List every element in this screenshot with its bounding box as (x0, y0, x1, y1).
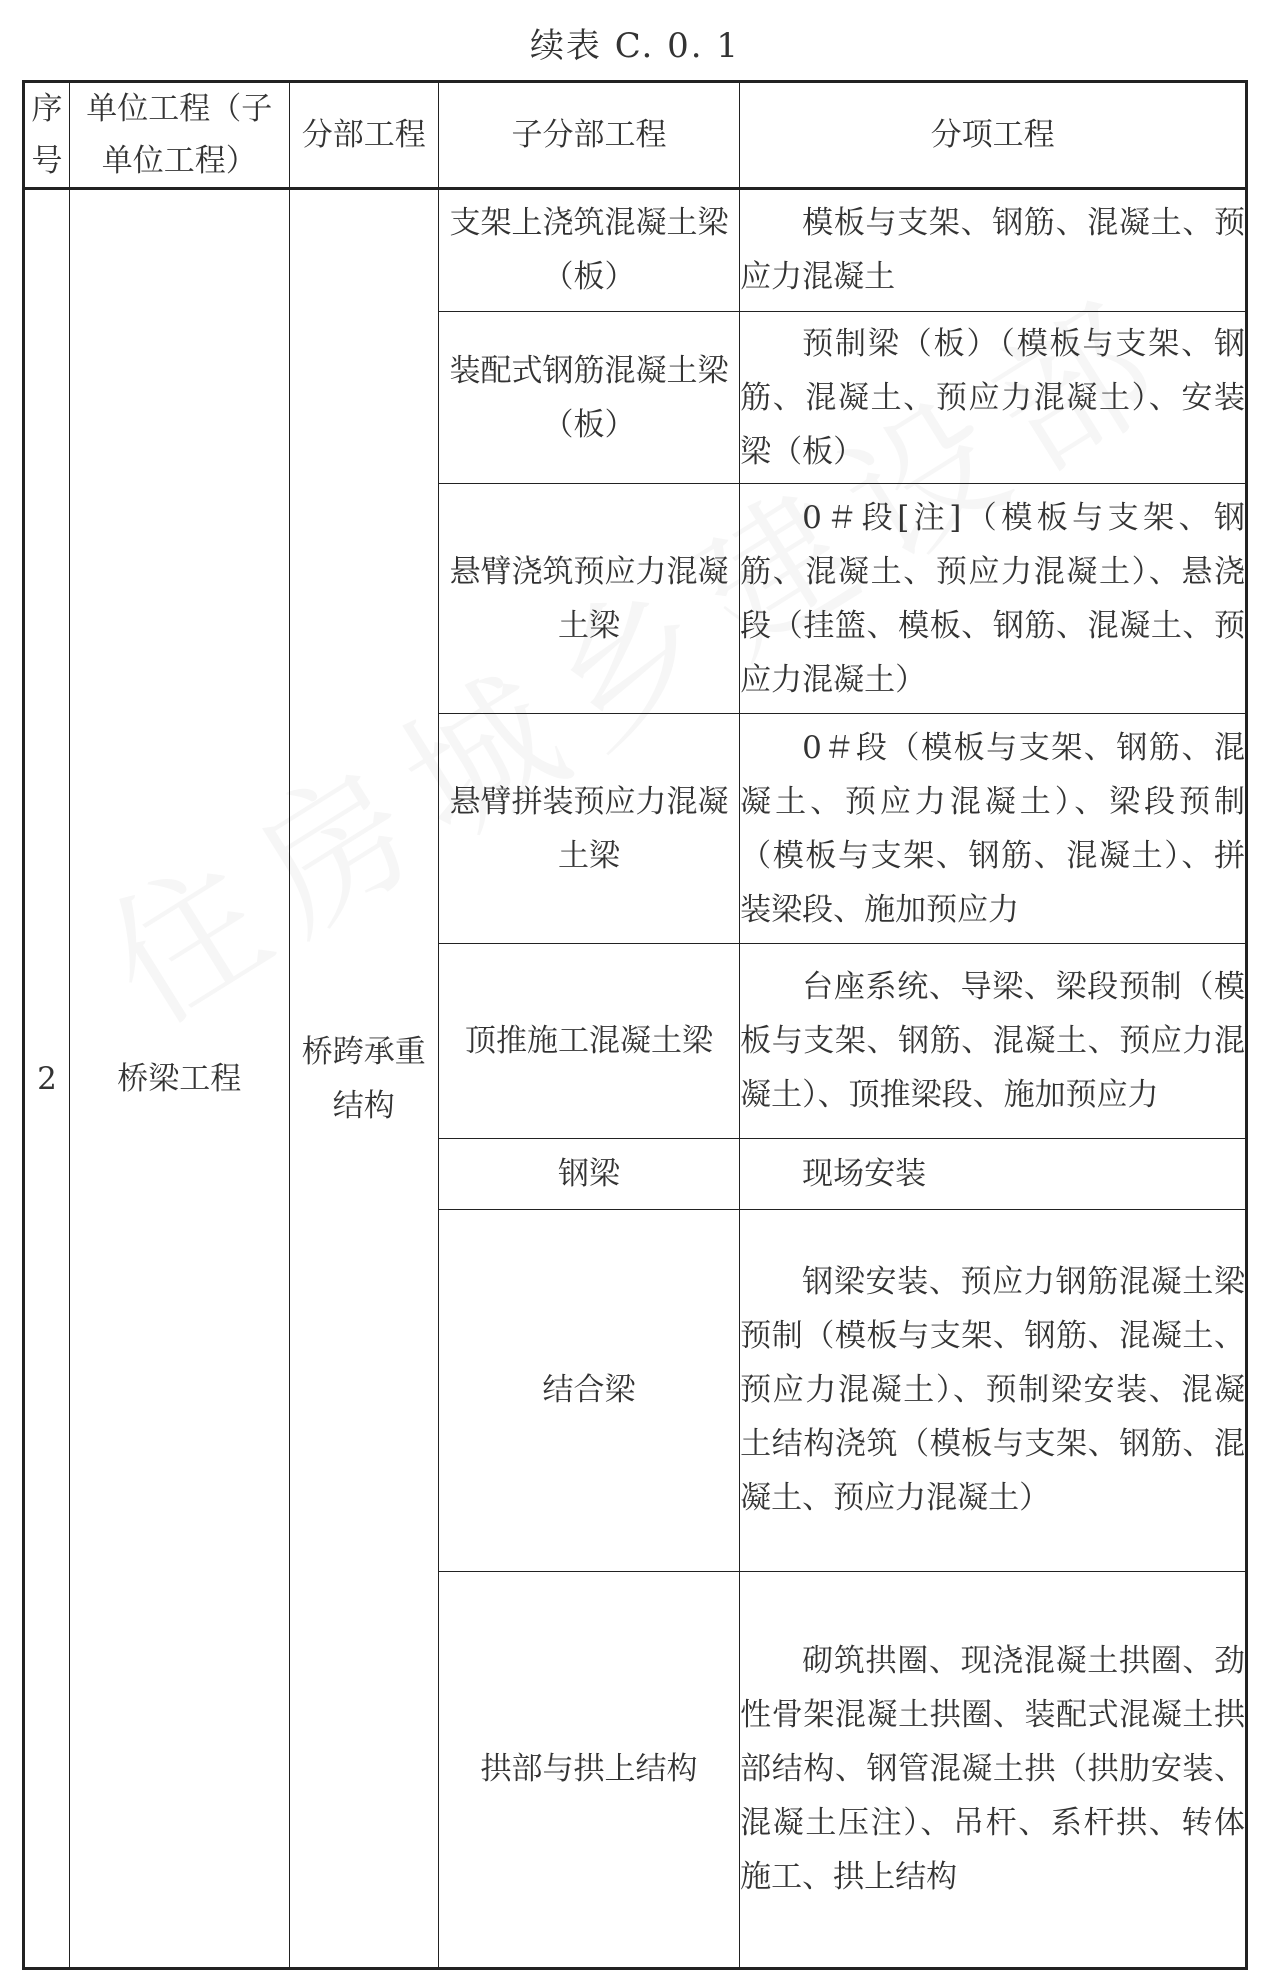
subdivision-name: 结合梁 (542, 1372, 636, 1409)
item-cell (740, 943, 1247, 1138)
group-division: 桥跨承重结构 (301, 1033, 426, 1124)
group-no: 2 (37, 1060, 57, 1097)
subdivision-cell (438, 484, 739, 714)
subdivision-name: 装配式钢筋混凝土梁（板） (449, 352, 729, 443)
item-text: 砌筑拱圈、现浇混凝土拱圈、劲性骨架混凝土拱圈、装配式混凝土拱部结构、钢管混凝土拱（拱肋安装、混凝土压注）、吊杆、系杆拱、转体施工、拱上结构 (740, 1643, 1245, 1896)
header-unit (69, 82, 289, 189)
item-text: 模板与支架、钢筋、混凝土、预应力混凝土 (740, 205, 1245, 296)
subdivision-name: 顶推施工混凝土梁 (465, 1022, 714, 1059)
table-row (24, 189, 1247, 312)
header-row (24, 82, 1247, 189)
subdivision-cell (438, 1571, 739, 1968)
group-unit: 桥梁工程 (117, 1060, 242, 1097)
item-text: 预制梁（板）（模板与支架、钢筋、混凝土、预应力混凝土）、安装梁（板） (740, 325, 1245, 470)
header-item-label: 分项工程 (930, 117, 1055, 153)
item-cell (740, 714, 1247, 944)
subdivision-name: 悬臂拼装预应力混凝土梁 (449, 783, 729, 874)
subdivision-cell (438, 311, 739, 484)
subdivision-cell (438, 943, 739, 1138)
subdivision-cell (438, 1209, 739, 1571)
item-text: 钢梁安装、预应力钢筋混凝土梁预制（模板与支架、钢筋、混凝土、预应力混凝土）、预制梁安装、混凝土结构浇筑（模板与支架、钢筋、混凝土、预应力混凝土） (740, 1264, 1245, 1517)
subdivision-name: 支架上浇筑混凝土梁（板） (449, 205, 729, 296)
header-no (24, 82, 70, 189)
item-text: 台座系统、导梁、梁段预制（模板与支架、钢筋、混凝土、预应力混凝土）、顶推梁段、施加预应力 (740, 968, 1245, 1113)
item-cell (740, 1138, 1247, 1209)
group-no-cell (24, 189, 70, 1969)
item-text: 0＃段[注]（模板与支架、钢筋、混凝土、预应力混凝土）、悬浇段（挂篮、模板、钢筋、混凝土、预应力混凝土） (740, 499, 1245, 698)
table-title: 续表 C. 0. 1 (529, 26, 741, 66)
subdivision-name: 悬臂浇筑预应力混凝土梁 (449, 553, 729, 644)
item-cell (740, 484, 1247, 714)
group-division-cell (289, 189, 438, 1969)
header-item (740, 82, 1247, 189)
item-cell (740, 311, 1247, 484)
header-division-label: 分部工程 (301, 117, 426, 153)
group-unit-cell (69, 189, 289, 1969)
project-division-table (22, 80, 1248, 1970)
header-division (289, 82, 438, 189)
header-subdivision-label: 子分部工程 (511, 117, 667, 153)
header-no-label: 序号 (31, 91, 63, 179)
item-text: 现场安装 (802, 1155, 927, 1192)
subdivision-cell (438, 1138, 739, 1209)
subdivision-name: 钢梁 (558, 1155, 621, 1192)
item-cell (740, 1209, 1247, 1571)
item-text: 0＃段（模板与支架、钢筋、混凝土、预应力混凝土）、梁段预制（模板与支架、钢筋、混凝土）、拼装梁段、施加预应力 (740, 729, 1245, 928)
item-cell (740, 189, 1247, 312)
item-cell (740, 1571, 1247, 1968)
subdivision-cell (438, 714, 739, 944)
subdivision-cell (438, 189, 739, 312)
header-subdivision (438, 82, 739, 189)
header-unit-label: 单位工程（子单位工程） (86, 91, 273, 179)
subdivision-name: 拱部与拱上结构 (480, 1751, 698, 1788)
